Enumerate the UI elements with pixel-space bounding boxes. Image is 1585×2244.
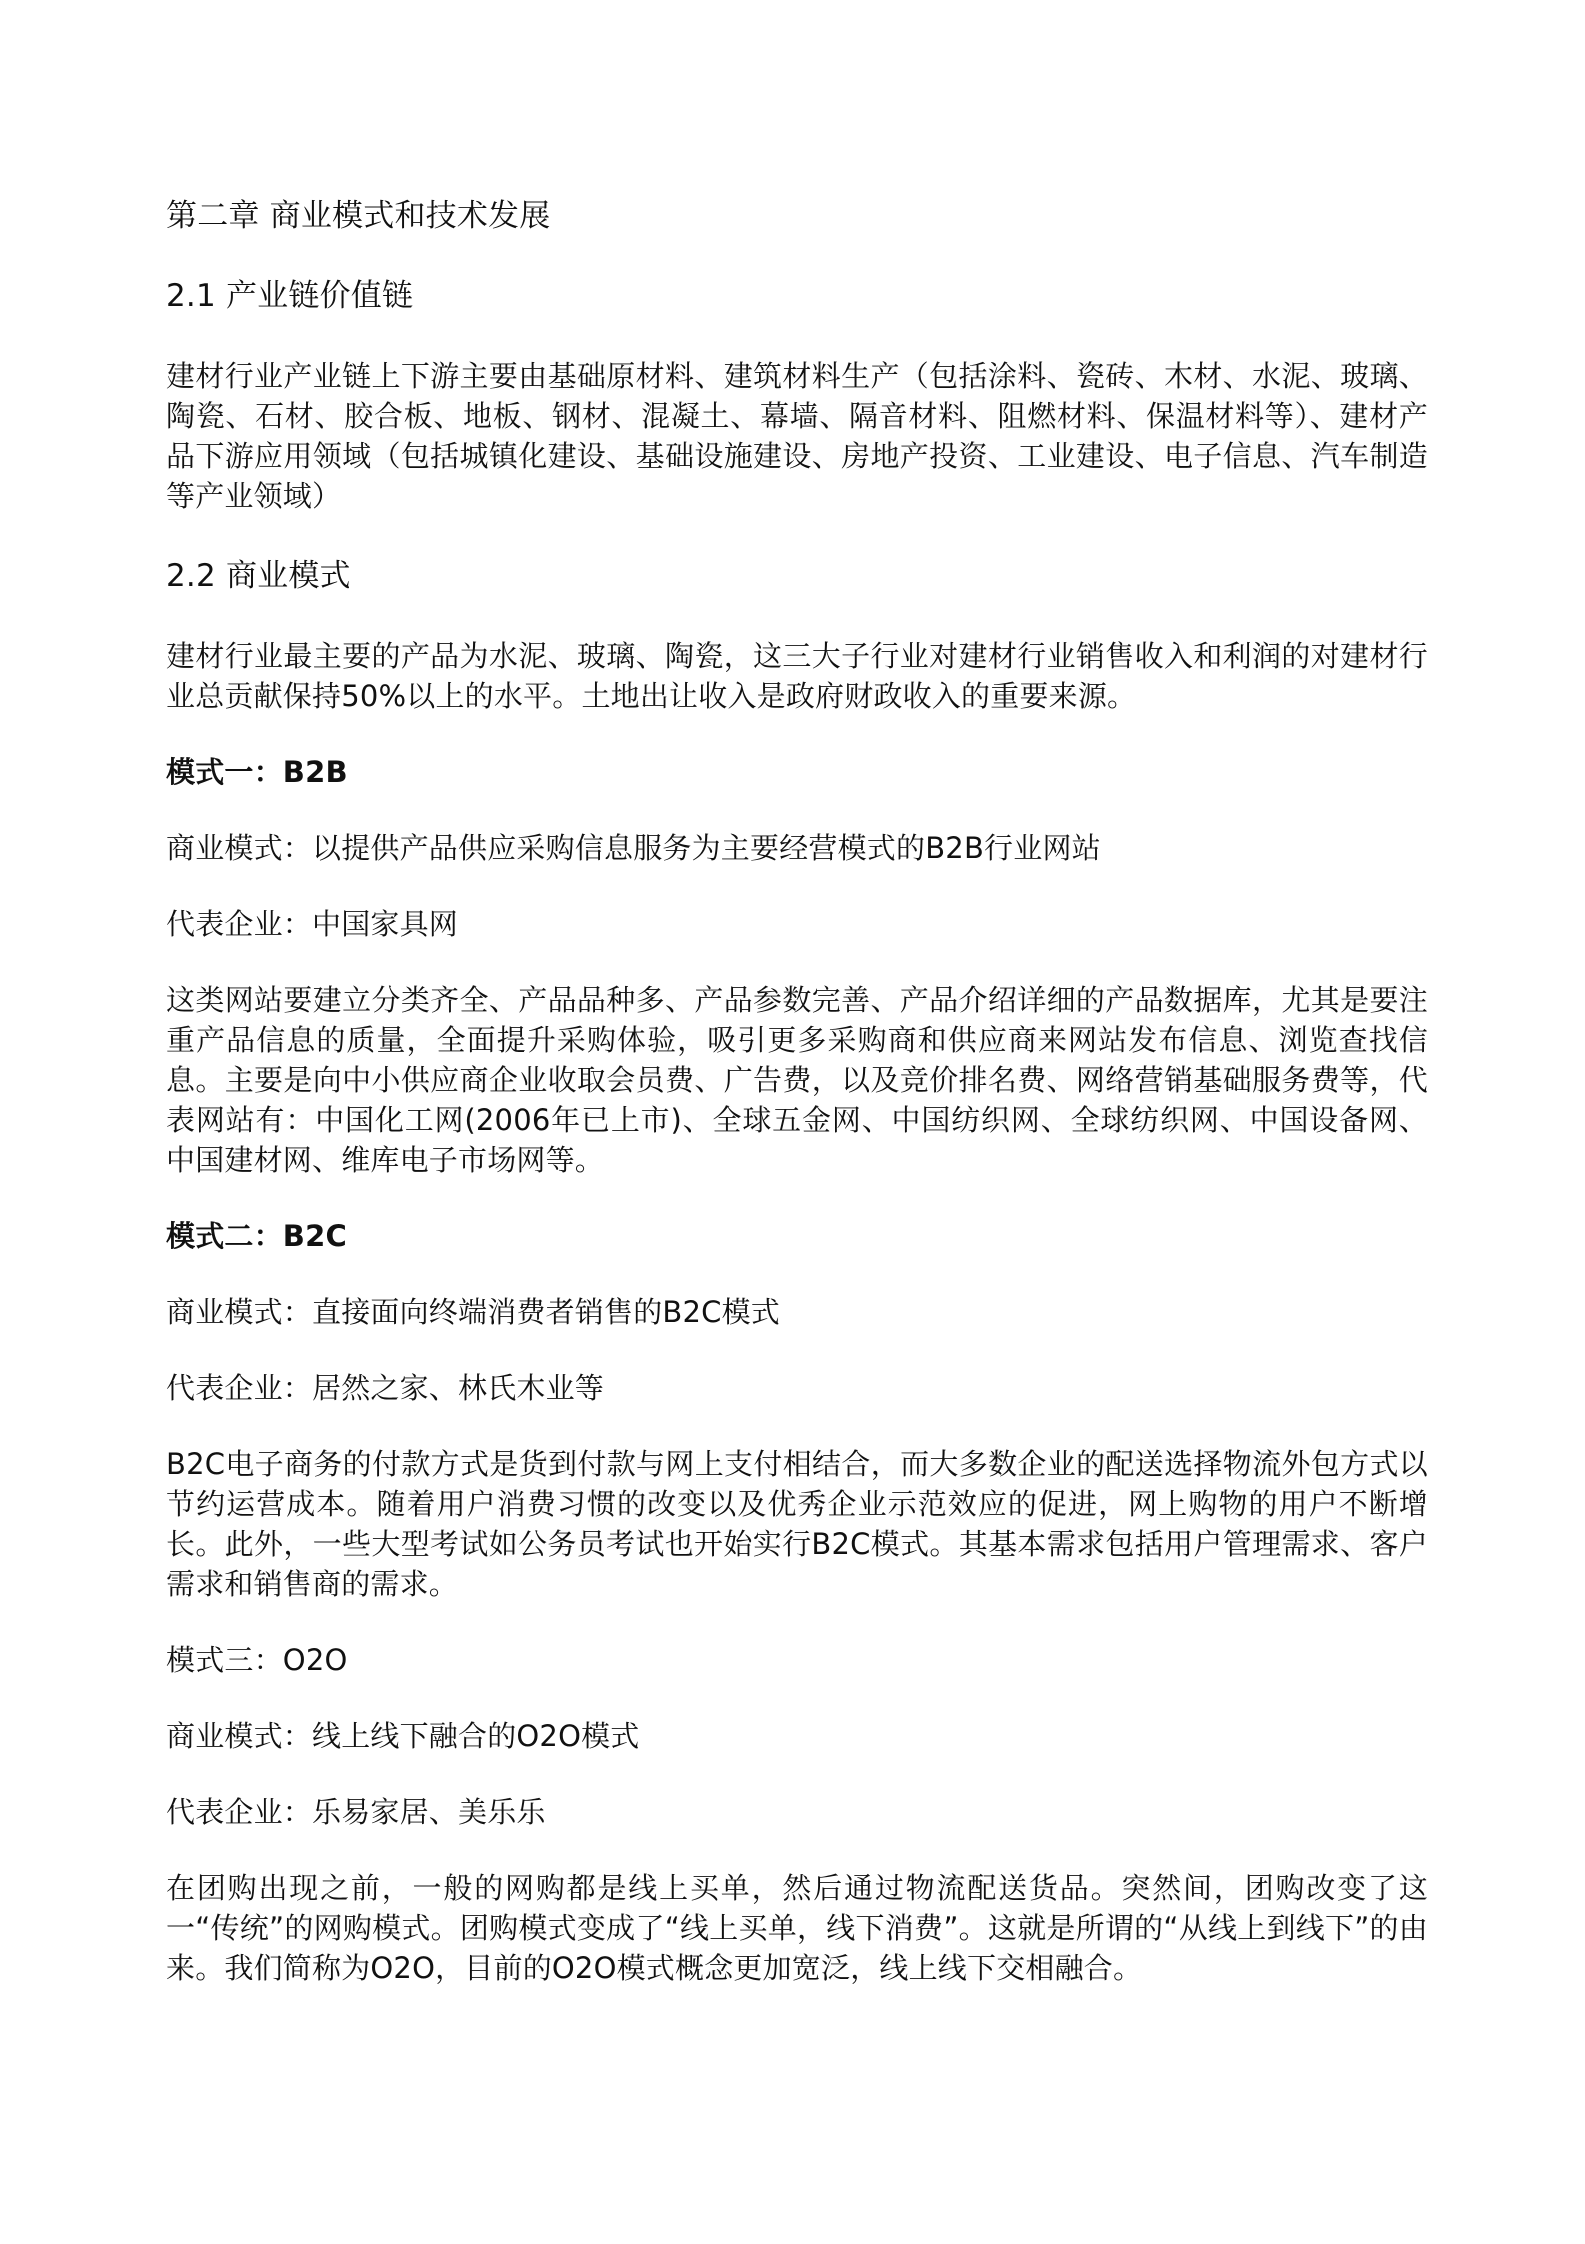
mode3-title: 模式三：O2O [166, 1643, 348, 1677]
mode1-business-model: 商业模式：以提供产品供应采购信息服务为主要经营模式的B2B行业网站 [166, 831, 1101, 865]
mode3-description: 在团购出现之前，一般的网购都是线上买单，然后通过物流配送货品。突然间，团购改变了这一“传统”的网购模式。团购模式变成了“线上买单，线下消费”。这就是所谓的“从线上到线下”的由来。我们简称为O2O，目前的O2O模式概念更加宽泛，线上线下交相融合。 [166, 1871, 1428, 1985]
mode1-title: 模式一：B2B [166, 755, 348, 789]
section-2-1-paragraph: 建材行业产业链上下游主要由基础原材料、建筑材料生产（包括涂料、瓷砖、木材、水泥、玻璃、陶瓷、石材、胶合板、地板、钢材、混凝土、幕墙、隔音材料、阻燃材料、保温材料等）、建材产品下游应用领域（包括城镇化建设、基础设施建设、房地产投资、工业建设、电子信息、汽车制造等产业领域） [166, 359, 1428, 513]
mode1-description: 这类网站要建立分类齐全、产品品种多、产品参数完善、产品介绍详细的产品数据库，尤其是要注重产品信息的质量，全面提升采购体验，吸引更多采购商和供应商来网站发布信息、浏览查找信息。主要是向中小供应商企业收取会员费、广告费，以及竞价排名费、网络营销基础服务费等，代表网站有：中国化工网(2006年已上市)、全球五金网、中国纺织网、全球纺织网、中国设备网、中国建材网、维库电子市场网等。 [166, 983, 1428, 1177]
mode2-title: 模式二：B2C [166, 1219, 347, 1253]
section-2-2-intro: 建材行业最主要的产品为水泥、玻璃、陶瓷，这三大子行业对建材行业销售收入和利润的对建材行业总贡献保持50%以上的水平。土地出让收入是政府财政收入的重要来源。 [166, 639, 1428, 713]
mode1-representative: 代表企业：中国家具网 [166, 907, 459, 941]
section-2-2-heading: 2.2 商业模式 [166, 558, 351, 594]
mode2-business-model: 商业模式：直接面向终端消费者销售的B2C模式 [166, 1295, 780, 1329]
mode2-description: B2C电子商务的付款方式是货到付款与网上支付相结合，而大多数企业的配送选择物流外包方式以节约运营成本。随着用户消费习惯的改变以及优秀企业示范效应的促进，网上购物的用户不断增长。此外，一些大型考试如公务员考试也开始实行B2C模式。其基本需求包括用户管理需求、客户需求和销售商的需求。 [166, 1447, 1428, 1601]
section-2-1-heading: 2.1 产业链价值链 [166, 278, 414, 314]
mode3-representative: 代表企业：乐易家居、美乐乐 [166, 1795, 546, 1829]
mode3-business-model: 商业模式：线上线下融合的O2O模式 [166, 1719, 640, 1753]
document-page [166, 196, 1428, 2024]
chapter-title: 第二章 商业模式和技术发展 [166, 198, 551, 234]
mode2-representative: 代表企业：居然之家、林氏木业等 [166, 1371, 605, 1405]
